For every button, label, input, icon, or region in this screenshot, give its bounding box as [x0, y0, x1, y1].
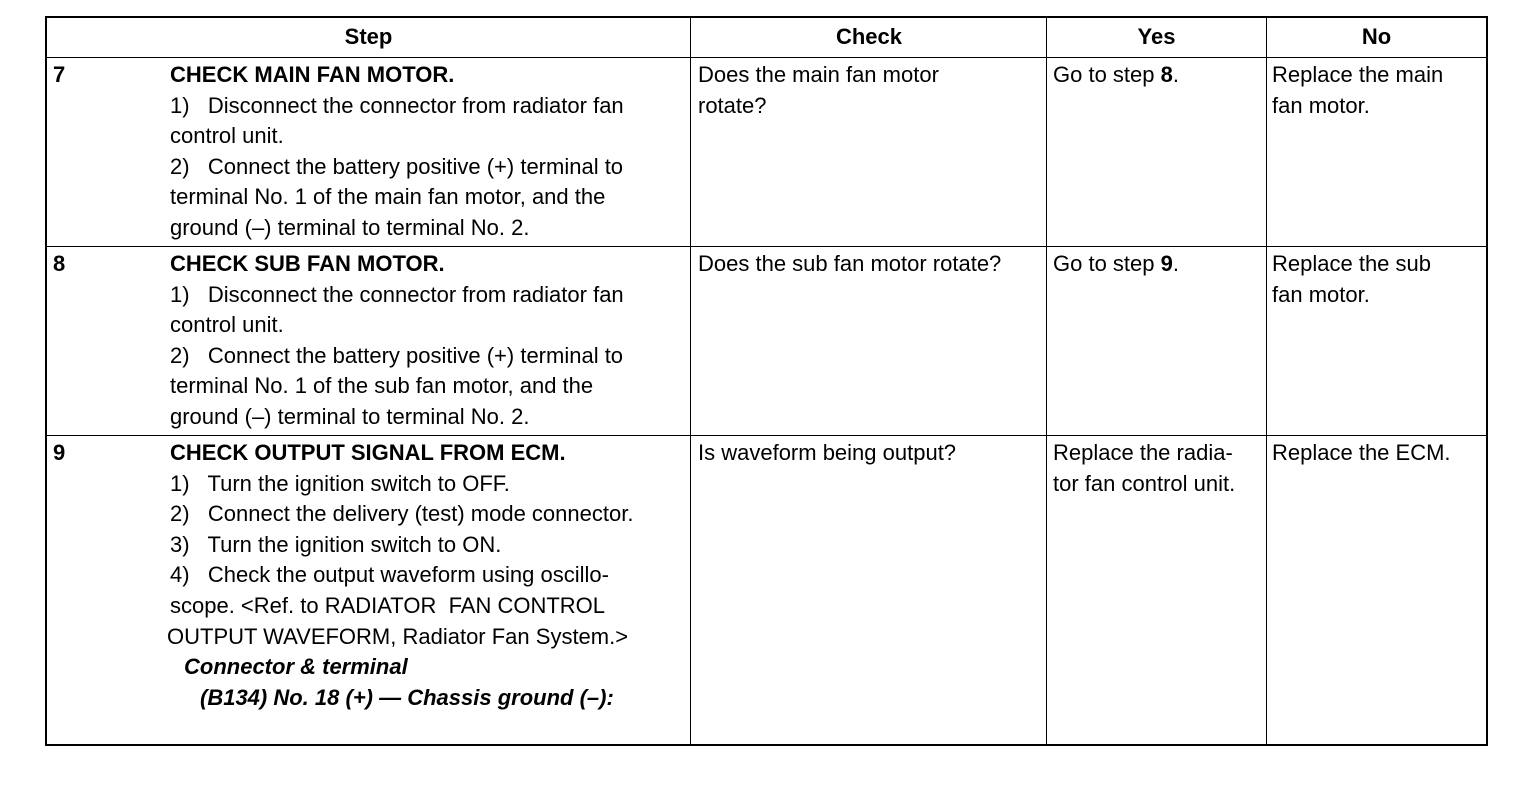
- step-number: 7: [53, 62, 66, 87]
- step-description: [170, 60, 624, 244]
- step-title: CHECK OUTPUT SIGNAL FROM ECM.: [170, 440, 566, 465]
- spec-value: (B134) No. 18 (+) — Chassis ground (–):: [200, 684, 614, 710]
- no-text: Replace the main fan motor.: [1272, 62, 1444, 118]
- header-yes: Yes: [1137, 24, 1176, 49]
- step-line: 1) Disconnect the connector from radiator fan: [170, 92, 624, 118]
- step-line: OUTPUT WAVEFORM, Radiator Fan System.>: [167, 623, 629, 649]
- step-line: 1) Turn the ignition switch to OFF.: [170, 470, 510, 496]
- row-divider: [47, 435, 1486, 436]
- row-divider: [47, 246, 1486, 247]
- step-line: terminal No. 1 of the main fan motor, and the: [170, 184, 606, 210]
- no-text: Replace the sub fan motor.: [1272, 251, 1431, 307]
- header-check: Check: [835, 24, 903, 49]
- step-line: control unit.: [170, 123, 284, 149]
- step-line: 1) Disconnect the connector from radiator fan: [170, 281, 624, 307]
- step-line: terminal No. 1 of the sub fan motor, and the: [170, 373, 594, 399]
- check-text: Does the sub fan motor rotate?: [698, 251, 1002, 276]
- step-line: 2) Connect the battery positive (+) terminal to: [170, 153, 624, 179]
- column-divider: [690, 18, 691, 744]
- header-divider: [47, 57, 1486, 58]
- step-number: 8: [53, 251, 66, 276]
- step-number: 9: [53, 440, 66, 465]
- step-title: CHECK MAIN FAN MOTOR.: [170, 62, 455, 87]
- step-description: [167, 438, 634, 713]
- step-line: scope. <Ref. to RADIATOR FAN CONTROL: [170, 592, 606, 618]
- step-title: CHECK SUB FAN MOTOR.: [170, 251, 445, 276]
- step-description: [170, 249, 624, 433]
- step-line: control unit.: [170, 312, 284, 338]
- column-divider: [1266, 18, 1267, 744]
- spec-label: Connector & terminal: [184, 654, 408, 680]
- column-divider: [1046, 18, 1047, 744]
- step-line: 2) Connect the battery positive (+) terminal to: [170, 342, 624, 368]
- step-line: 3) Turn the ignition switch to ON.: [170, 531, 502, 557]
- yes-step-link: 8: [1160, 62, 1173, 87]
- check-text: Does the main fan motor rotate?: [698, 62, 939, 118]
- check-text: Is waveform being output?: [698, 440, 957, 465]
- header-no: No: [1361, 24, 1392, 49]
- yes-text: Replace the radia- tor fan control unit.: [1053, 440, 1236, 496]
- header-step: Step: [344, 24, 393, 49]
- yes-step-link: 9: [1160, 251, 1173, 276]
- step-line: ground (–) terminal to terminal No. 2.: [170, 214, 530, 240]
- yes-text: Go to step 9.: [1053, 251, 1179, 276]
- troubleshooting-table: [45, 16, 1488, 746]
- step-line: 4) Check the output waveform using oscillo-: [170, 562, 609, 588]
- no-text: Replace the ECM.: [1272, 440, 1451, 465]
- step-line: ground (–) terminal to terminal No. 2.: [170, 403, 530, 429]
- yes-text: Go to step 8.: [1053, 62, 1179, 87]
- step-line: 2) Connect the delivery (test) mode connector.: [170, 501, 634, 527]
